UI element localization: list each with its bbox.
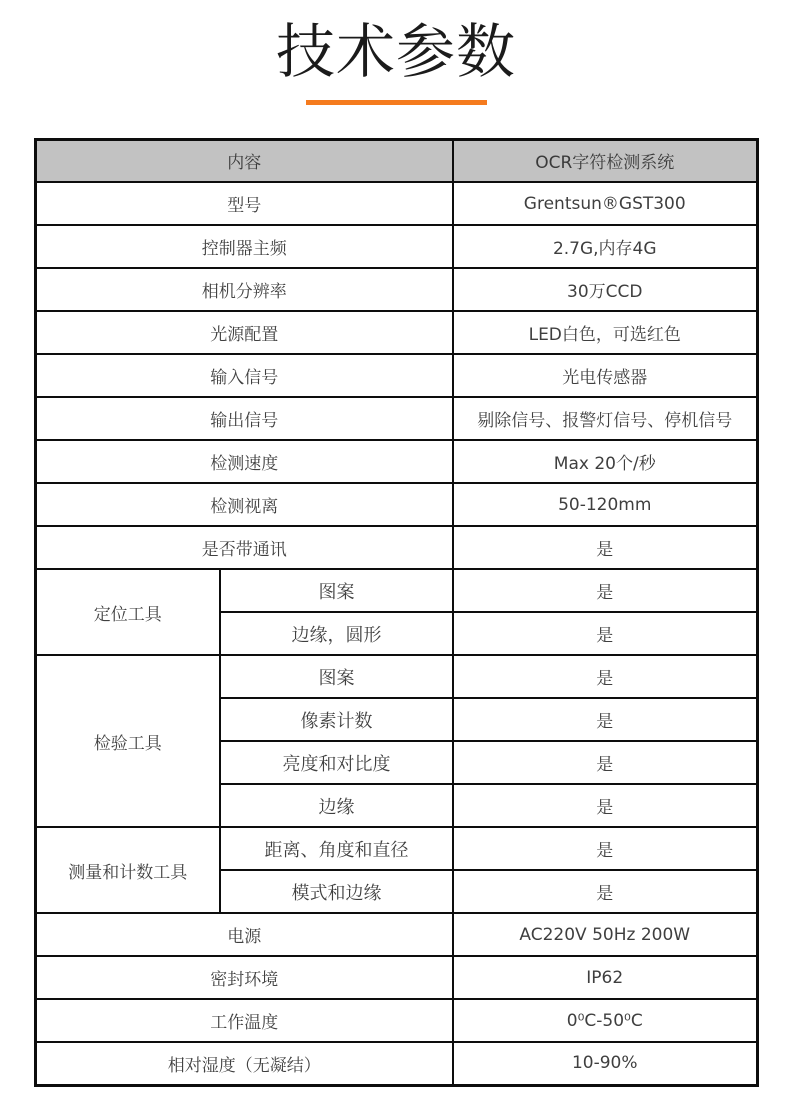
table-body: [35, 139, 757, 1085]
value-cell: LED白色，可选红色: [453, 311, 757, 354]
label-cell: 工作温度: [35, 999, 453, 1042]
value-cell: IP62: [453, 956, 757, 999]
label-cell: 是否带通讯: [35, 526, 453, 569]
label-cell: 输入信号: [35, 354, 453, 397]
label-cell: 检测速度: [35, 440, 453, 483]
value-cell: Grentsun®GST300: [453, 182, 757, 225]
label-cell: 检测视离: [35, 483, 453, 526]
value-cell: 是: [453, 741, 757, 784]
title-accent-underline: [306, 100, 487, 105]
table-row: [35, 827, 757, 870]
label-cell: 相机分辨率: [35, 268, 453, 311]
label-cell: 控制器主频: [35, 225, 453, 268]
label-cell: 内容: [35, 139, 453, 182]
table-row: [35, 182, 757, 225]
table-row: [35, 526, 757, 569]
technical-parameters-table: [34, 138, 759, 1087]
value-cell: 是: [453, 784, 757, 827]
table-row: [35, 225, 757, 268]
sub-label-cell: 距离、角度和直径: [220, 827, 453, 870]
table-row: [35, 569, 757, 612]
table-row: [35, 913, 757, 956]
table-row: [35, 397, 757, 440]
sub-label-cell: 模式和边缘: [220, 870, 453, 913]
value-cell: 是: [453, 870, 757, 913]
table-row: [35, 1042, 757, 1085]
sub-label-cell: 亮度和对比度: [220, 741, 453, 784]
sub-label-cell: 边缘: [220, 784, 453, 827]
value-cell: 30万CCD: [453, 268, 757, 311]
table-row: [35, 440, 757, 483]
value-cell: 50-120mm: [453, 483, 757, 526]
label-cell: 光源配置: [35, 311, 453, 354]
value-cell: 0⁰C-50⁰C: [453, 999, 757, 1042]
label-cell: 电源: [35, 913, 453, 956]
table-row: [35, 354, 757, 397]
label-cell: 密封环境: [35, 956, 453, 999]
label-cell: 相对湿度（无凝结）: [35, 1042, 453, 1085]
table-row: [35, 311, 757, 354]
group-label-cell: 测量和计数工具: [35, 827, 220, 913]
label-cell: 输出信号: [35, 397, 453, 440]
value-cell: 是: [453, 655, 757, 698]
sub-label-cell: 像素计数: [220, 698, 453, 741]
table-header-row: [35, 139, 757, 182]
value-cell: 10-90%: [453, 1042, 757, 1085]
table-row: [35, 483, 757, 526]
value-cell: OCR字符检测系统: [453, 139, 757, 182]
value-cell: 2.7G,内存4G: [453, 225, 757, 268]
table-row: [35, 268, 757, 311]
page-title: 技术参数: [275, 17, 516, 86]
value-cell: Max 20个/秒: [453, 440, 757, 483]
group-label-cell: 定位工具: [35, 569, 220, 655]
value-cell: 是: [453, 698, 757, 741]
group-label-cell: 检验工具: [35, 655, 220, 827]
table-row: [35, 956, 757, 999]
value-cell: 是: [453, 827, 757, 870]
value-cell: 是: [453, 569, 757, 612]
table-row: [35, 999, 757, 1042]
value-cell: 剔除信号、报警灯信号、停机信号: [453, 397, 757, 440]
sub-label-cell: 图案: [220, 655, 453, 698]
label-cell: 型号: [35, 182, 453, 225]
value-cell: 是: [453, 526, 757, 569]
value-cell: 光电传感器: [453, 354, 757, 397]
value-cell: AC220V 50Hz 200W: [453, 913, 757, 956]
sub-label-cell: 图案: [220, 569, 453, 612]
table-row: [35, 655, 757, 698]
value-cell: 是: [453, 612, 757, 655]
sub-label-cell: 边缘，圆形: [220, 612, 453, 655]
